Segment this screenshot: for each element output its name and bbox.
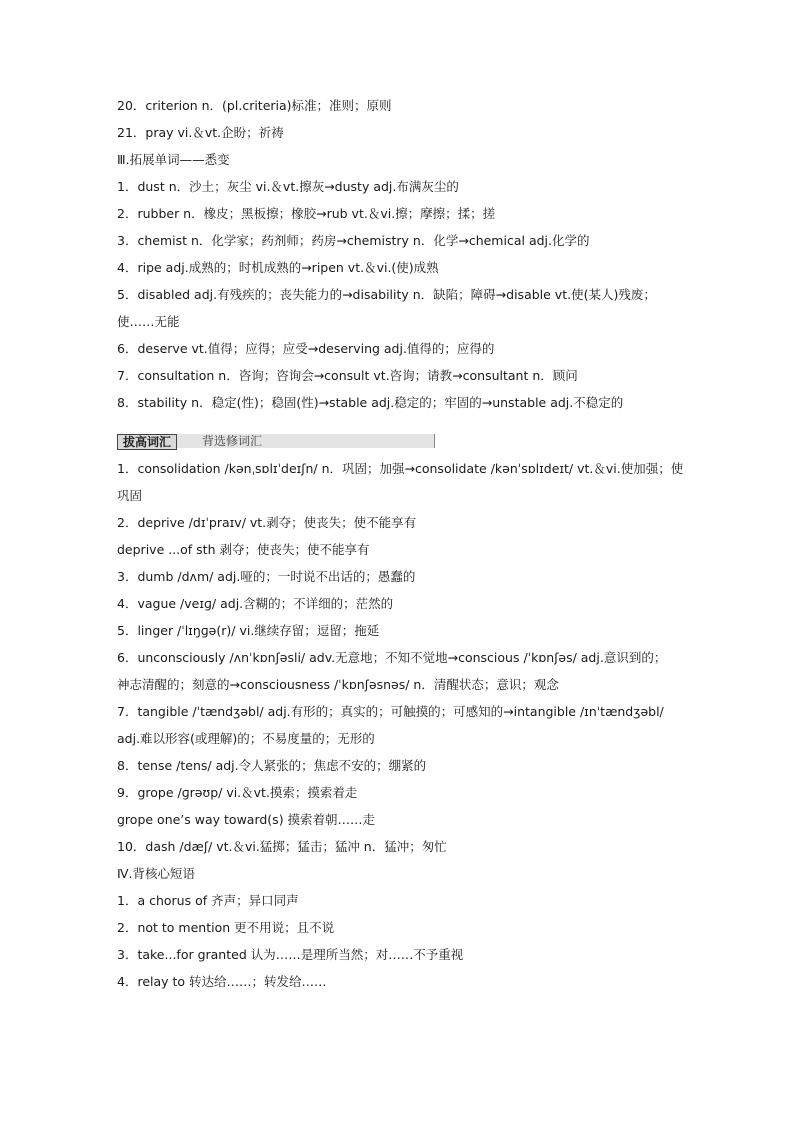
section-gap — [117, 416, 692, 428]
text-line: 1．consolidation /kənˌsɒlɪˈdeɪʃn/ n．巩固；加强→consolidate /kənˈsɒlɪdeɪt/ vt.＆vi.使加强；使 — [117, 461, 684, 476]
text-line: 10．dash /dæʃ/ vt.＆vi.猛掷；猛击；猛冲 n．猛冲；匆忙 — [117, 839, 447, 854]
text-line: 7．tangible /ˈtændʒəbl/ adj.有形的；真实的；可触摸的；可感知的→intangible /ɪnˈtændʒəbl/ — [117, 704, 664, 719]
text-line: 5．linger /ˈlɪŋɡə(r)/ vi.继续存留；逗留；拖延 — [117, 623, 380, 638]
section-banner — [117, 428, 692, 455]
text-line: 3．take...for granted 认为……是理所当然；对……不予重视 — [117, 947, 464, 962]
text-line: 2．deprive /dɪˈpraɪv/ vt.剥夺；使丧失；使不能享有 — [117, 515, 417, 530]
text-line: 6．deserve vt.值得；应得；应受→deserving adj.值得的；应得的 — [117, 341, 495, 356]
text-line: 8．tense /tens/ adj.令人紧张的；焦虑不安的；绷紧的 — [117, 758, 427, 773]
text-line: 1．dust n．沙土；灰尘 vi.＆vt.擦灰→dusty adj.布满灰尘的 — [117, 179, 459, 194]
text-line: 21．pray vi.＆vt.企盼；祈祷 — [117, 125, 284, 140]
text-line: 20．criterion n．(pl.criteria)标准；准则；原则 — [117, 98, 392, 113]
vocab-section-bottom — [117, 455, 692, 995]
text-line: 3．chemist n．化学家；药剂师；药房→chemistry n．化学→chemical adj.化学的 — [117, 233, 590, 248]
text-line: grope one’s way toward(s) 摸索着朝……走 — [117, 812, 376, 827]
text-line: 5．disabled adj.有残疾的；丧失能力的→disability n．缺陷；障碍→disable vt.使(某人)残废； — [117, 287, 656, 302]
text-line: 使……无能 — [117, 314, 180, 329]
banner-subtitle: 背选修词汇 — [202, 434, 263, 448]
text-line: 7．consultation n．咨询；咨询会→consult vt.咨询；请教→consultant n．顾问 — [117, 368, 578, 383]
text-line: deprive ...of sth 剥夺；使丧失；使不能享有 — [117, 542, 370, 557]
text-line: Ⅲ.拓展单词——悉变 — [117, 152, 230, 167]
vocab-section-top — [117, 92, 692, 416]
text-line: 6．unconsciously /ʌnˈkɒnʃəsli/ adv.无意地；不知不觉地→conscious /ˈkɒnʃəs/ adj.意识到的； — [117, 650, 667, 665]
vocabulary-list — [117, 92, 692, 995]
text-line: 4．relay to 转达给……；转发给…… — [117, 974, 327, 989]
text-line: 3．dumb /dʌm/ adj.哑的；一时说不出话的；愚蠢的 — [117, 569, 416, 584]
text-line: adj.难以形容(或理解)的；不易度量的；无形的 — [117, 731, 375, 746]
text-line: 4．vague /veɪɡ/ adj.含糊的；不详细的；茫然的 — [117, 596, 394, 611]
text-line: 神志清醒的；刻意的→consciousness /ˈkɒnʃəsnəs/ n．清醒状态；意识；观念 — [117, 677, 559, 692]
text-line: 8．stability n．稳定(性)；稳固(性)→stable adj.稳定的；牢固的→unstable adj.不稳定的 — [117, 395, 624, 410]
text-line: 巩固 — [117, 488, 143, 503]
text-line: 9．grope /ɡrəʊp/ vi.＆vt.摸索；摸索着走 — [117, 785, 358, 800]
text-line: 2．rubber n．橡皮；黑板擦；橡胶→rub vt.＆vi.擦；摩擦；揉；搓 — [117, 206, 496, 221]
text-line: 4．ripe adj.成熟的；时机成熟的→ripen vt.＆vi.(使)成熟 — [117, 260, 439, 275]
text-line: 2．not to mention 更不用说；且不说 — [117, 920, 335, 935]
banner-title: 拔高词汇 — [117, 434, 177, 450]
text-line: Ⅳ.背核心短语 — [117, 866, 196, 881]
text-line: 1．a chorus of 齐声；异口同声 — [117, 893, 299, 908]
